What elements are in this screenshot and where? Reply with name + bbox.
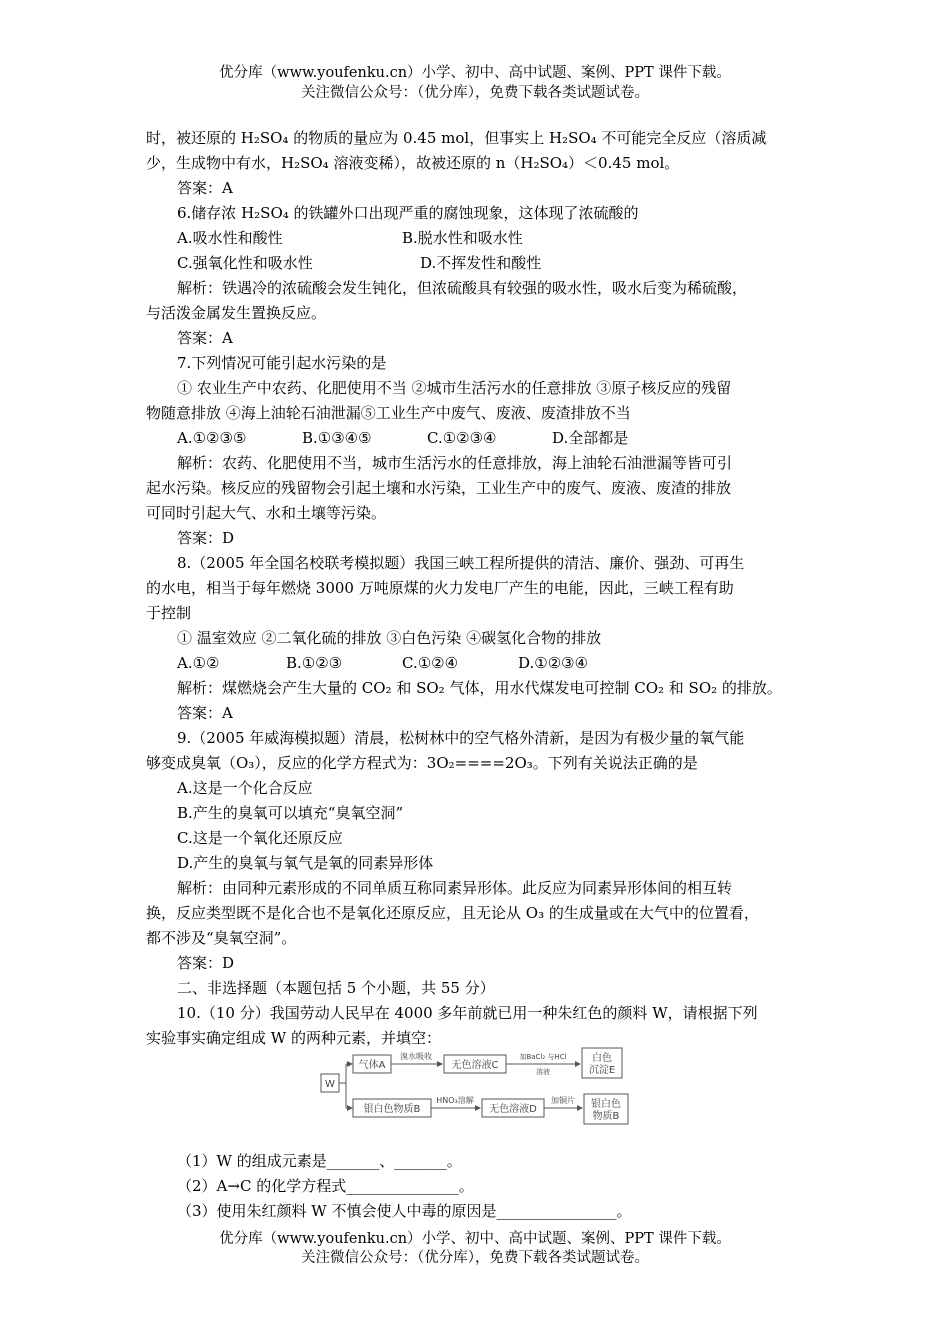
q9-option-a: A.这是一个化合反应 xyxy=(177,779,313,797)
experiment-flow-diagram xyxy=(316,1046,636,1130)
q9-analysis-2: 换，反应类型既不是化合也不是氧化还原反应，且无论从 O₃ 的生成量或在大气中的位置看， xyxy=(146,904,759,922)
arrow2-label-b: 溶液 xyxy=(536,1068,550,1076)
q6-answer: 答案：A xyxy=(177,329,233,347)
q5-answer: 答案：A xyxy=(177,179,233,197)
precipitate-e-label-1: 白色 xyxy=(592,1053,612,1064)
q7-analysis-1: 解析：农药、化肥使用不当，城市生活污水的任意排放，海上油轮石油泄漏等皆可引 xyxy=(177,454,733,472)
w-branch-line xyxy=(339,1064,346,1108)
q7-stem: 7.下列情况可能引起水污染的是 xyxy=(177,354,387,372)
q5-line-1: 时，被还原的 H₂SO₄ 的物质的量应为 0.45 mol，但事实上 H₂SO₄ 不可能完全反应（溶质减 xyxy=(146,129,767,147)
q6-analysis-1: 解析：铁遇冷的浓硫酸会发生钝化，但浓硫酸具有较强的吸水性，吸水后变为稀硫酸， xyxy=(177,279,748,297)
q9-answer: 答案：D xyxy=(177,954,235,972)
q6-option-b: B.脱水性和吸水性 xyxy=(402,229,523,247)
section-heading: 二、非选择题（本题包括 5 个小题，共 55 分） xyxy=(177,979,495,997)
q8-items: ① 温室效应 ②二氧化硫的排放 ③白色污染 ④碳氢化合物的排放 xyxy=(177,629,602,647)
precipitate-e-label-2: 沉淀E xyxy=(588,1065,616,1076)
q8-stem-3: 于控制 xyxy=(146,604,192,622)
q7-items-1: ① 农业生产中农药、化肥使用不当 ②城市生活污水的任意排放 ③原子核反应的残留 xyxy=(177,379,732,397)
q6-option-d: D.不挥发性和酸性 xyxy=(420,254,542,272)
q7-option-d: D.全部都是 xyxy=(552,429,629,447)
arrow2-label-a: 加BaCl₂ 与HCl xyxy=(519,1053,567,1061)
q7-option-b: B.①③④⑤ xyxy=(302,429,372,447)
silver-b2-label-1: 银白色 xyxy=(591,1099,621,1110)
q10-sub-1: （1）W 的组成元素是_______、_______。 xyxy=(177,1152,462,1170)
arrow1-label: 溴水吸收 xyxy=(400,1052,432,1061)
q7-analysis-2: 起水污染。核反应的残留物会引起土壤和水污染，工业生产中的废气、废液、废渣的排放 xyxy=(146,479,732,497)
q10-sub-3: （3）使用朱红颜料 W 不慎会使人中毒的原因是________________。 xyxy=(177,1202,632,1220)
footer-line-1: 优分库（www.youfenku.cn）小学、初中、高中试题、案例、PPT 课件下载。 xyxy=(219,1231,731,1247)
q10-stem-1: 10.（10 分）我国劳动人民早在 4000 多年前就已用一种朱红色的颜料 W，请根据下列 xyxy=(177,1004,758,1022)
q8-answer: 答案：A xyxy=(177,704,233,722)
silver-b2-label-2: 物质B xyxy=(592,1111,620,1122)
header-line-1: 优分库（www.youfenku.cn）小学、初中、高中试题、案例、PPT 课件下载。 xyxy=(219,65,731,81)
q7-option-a: A.①②③⑤ xyxy=(177,429,247,447)
q9-analysis-3: 都不涉及“臭氧空洞”。 xyxy=(146,929,297,947)
gas-a-label: 气体A xyxy=(358,1060,386,1071)
q9-analysis-1: 解析：由同种元素形成的不同单质互称同素异形体。此反应为同素异形体间的相互转 xyxy=(177,879,733,897)
q9-stem-1: 9.（2005 年威海模拟题）清晨，松树林中的空气格外清新，是因为有极少量的氧气能 xyxy=(177,729,745,747)
q8-stem-2: 的水电，相当于每年燃烧 3000 万吨原煤的火力发电厂产生的电能，因此，三峡工程有助 xyxy=(146,579,734,597)
q10-sub-2: （2）A→C 的化学方程式_______________。 xyxy=(177,1177,474,1195)
header-line-2: 关注微信公众号：（优分库），免费下载各类试题试卷。 xyxy=(301,85,649,101)
q9-stem-2: 够变成臭氧（O₃），反应的化学方程式为：3O₂====2O₃。下列有关说法正确的是 xyxy=(146,754,698,772)
q7-option-c: C.①②③④ xyxy=(427,429,497,447)
q9-option-d: D.产生的臭氧与氧气是氧的同素异形体 xyxy=(177,854,434,872)
q7-answer: 答案：D xyxy=(177,529,235,547)
q6-analysis-2: 与活泼金属发生置换反应。 xyxy=(146,304,327,322)
silver-b-label: 银白色物质B xyxy=(363,1104,421,1115)
q5-line-2: 少，生成物中有水，H₂SO₄ 溶液变稀），故被还原的 n（H₂SO₄）＜0.45 mol。 xyxy=(146,154,680,172)
q6-option-c: C.强氧化性和吸水性 xyxy=(177,254,313,272)
q8-option-b: B.①②③ xyxy=(286,654,343,672)
w-label: W xyxy=(325,1079,335,1090)
q7-items-2: 物随意排放 ④海上油轮石油泄漏⑤工业生产中废气、废液、废渣排放不当 xyxy=(146,404,631,422)
q10-stem-2: 实验事实确定组成 W 的两种元素，并填空： xyxy=(146,1029,441,1047)
solution-d-label: 无色溶液D xyxy=(489,1104,537,1115)
q8-option-c: C.①②④ xyxy=(402,654,459,672)
q6-option-a: A.吸水性和酸性 xyxy=(177,229,283,247)
q8-stem-1: 8.（2005 年全国名校联考模拟题）我国三峡工程所提供的清洁、廉价、强劲、可再生 xyxy=(177,554,745,572)
q8-analysis: 解析：煤燃烧会产生大量的 CO₂ 和 SO₂ 气体，用水代煤发电可控制 CO₂ 和 SO₂ 的排放。 xyxy=(177,679,782,697)
q8-option-d: D.①②③④ xyxy=(518,654,589,672)
footer-line-2: 关注微信公众号：（优分库），免费下载各类试题试卷。 xyxy=(301,1250,649,1266)
arrow4-label: 加铜片 xyxy=(551,1096,575,1105)
q6-stem: 6.储存浓 H₂SO₄ 的铁罐外口出现严重的腐蚀现象，这体现了浓硫酸的 xyxy=(177,204,639,222)
q9-option-c: C.这是一个氧化还原反应 xyxy=(177,829,343,847)
solution-c-label: 无色溶液C xyxy=(451,1060,499,1071)
q9-option-b: B.产生的臭氧可以填充“臭氧空洞” xyxy=(177,804,404,822)
q7-analysis-3: 可同时引起大气、水和土壤等污染。 xyxy=(146,504,387,522)
arrow3-label: HNO₃溶解 xyxy=(436,1096,474,1105)
q8-option-a: A.①② xyxy=(177,654,220,672)
